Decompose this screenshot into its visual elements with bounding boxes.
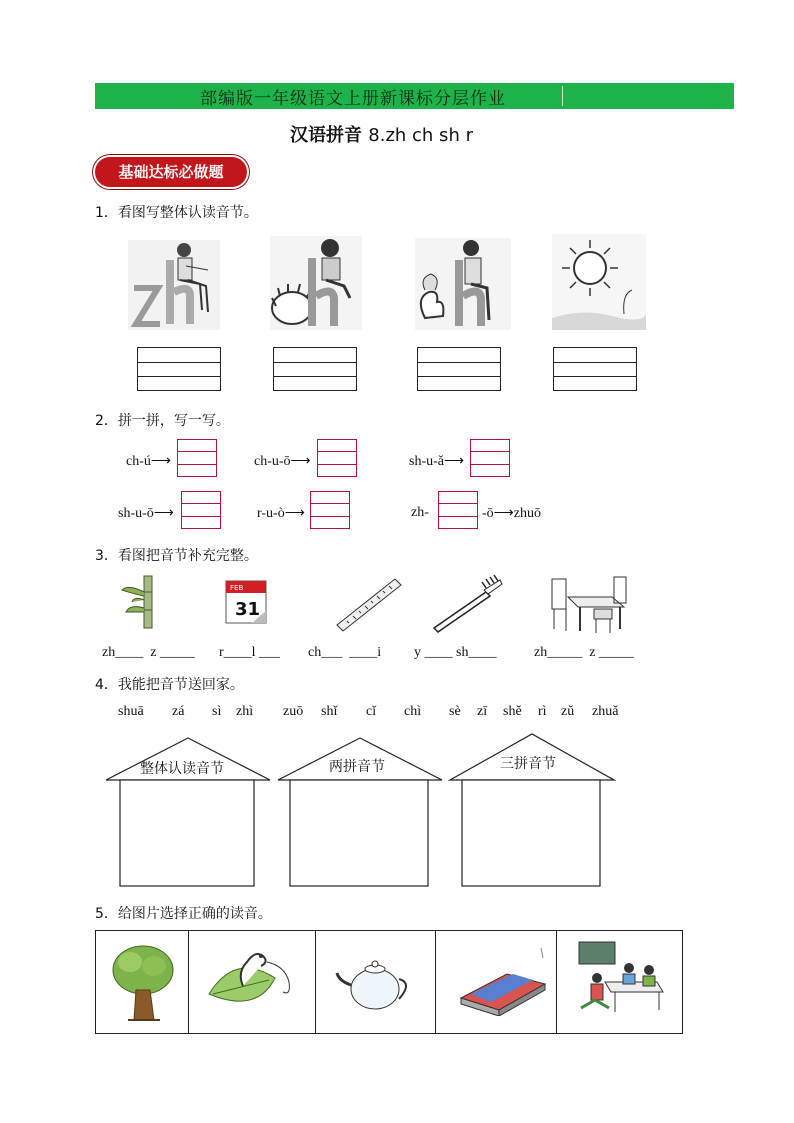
calendar-picture [222, 575, 272, 627]
house-1-dropzone[interactable] [121, 782, 253, 886]
sun-picture [552, 234, 646, 330]
banner-title: 部编版一年级语文上册新课标分层作业 [200, 89, 506, 109]
question-4-label: 4．我能把音节送回家。 [95, 677, 244, 693]
svg-text:31: 31 [235, 599, 261, 620]
answer-box-1[interactable] [177, 439, 217, 477]
syllable-7[interactable]: cǐ [366, 704, 377, 719]
lesson-title-cn: 汉语拼音 [290, 125, 362, 146]
answer-box-6[interactable] [438, 491, 478, 529]
answer-box-5[interactable] [310, 491, 350, 529]
fill-blank-1[interactable]: zh____ z _____ [102, 645, 195, 660]
classroom-picture [575, 938, 669, 1018]
writing-lines-3[interactable] [417, 347, 501, 391]
svg-text:FEB: FEB [230, 584, 244, 592]
house-2-label: 两拼音节 [329, 759, 385, 775]
house-3-label: 三拼音节 [500, 756, 556, 772]
zh-knitting-picture [128, 240, 220, 330]
fill-blank-4[interactable]: y ____ sh____ [414, 645, 497, 660]
syllable-2[interactable]: zá [172, 704, 185, 719]
question-2-label: 2．拼一拼，写一写。 [95, 413, 230, 429]
question-5-label: 5．给图片选择正确的读音。 [95, 906, 272, 922]
syllable-12[interactable]: rì [538, 704, 547, 719]
spell-item-3: sh-u-ǎ⟶ [409, 454, 465, 469]
writing-lines-2[interactable] [273, 347, 357, 391]
syllable-4[interactable]: zhì [236, 704, 254, 719]
fill-blank-5[interactable]: zh_____ z _____ [534, 645, 634, 660]
spell-item-2: ch-u-ō⟶ [254, 454, 311, 469]
lesson-title-latin: 8.zh ch sh r [368, 125, 473, 146]
caterpillar-leaf-picture [205, 942, 301, 1020]
fill-blank-2[interactable]: r____l ___ [219, 645, 281, 660]
writing-lines-4[interactable] [553, 347, 637, 391]
spell-item-1: ch-ú⟶ [126, 454, 171, 469]
house-2-dropzone[interactable] [291, 782, 427, 886]
eraser-book-picture [457, 944, 549, 1016]
tree-picture [110, 940, 176, 1024]
spell-prefix-zh: zh- [411, 505, 429, 520]
banner-divider [562, 86, 563, 106]
syllable-9[interactable]: sè [449, 704, 461, 719]
question-3-label: 3．看图把音节补充完整。 [95, 548, 258, 564]
answer-box-3[interactable] [470, 439, 510, 477]
question-1-label: 1．看图写整体认读音节。 [95, 205, 258, 221]
sh-squirrel-picture [415, 238, 511, 330]
ch-hedgehog-picture [270, 236, 362, 330]
syllable-1[interactable]: shuā [118, 704, 144, 719]
bamboo-picture [118, 574, 174, 630]
syllable-3[interactable]: sì [212, 704, 222, 719]
syllable-14[interactable]: zhuǎ [592, 704, 619, 719]
house-3-dropzone[interactable] [463, 782, 599, 886]
ruler-picture [333, 575, 403, 633]
syllable-13[interactable]: zǔ [561, 704, 575, 719]
syllable-6[interactable]: shǐ [321, 704, 338, 719]
toothbrush-picture [430, 572, 504, 634]
teapot-picture [333, 955, 415, 1015]
fill-blank-3[interactable]: ch___ ____i [308, 645, 382, 660]
syllable-10[interactable]: zī [477, 704, 488, 719]
answer-box-2[interactable] [317, 439, 357, 477]
table-chairs-picture [550, 573, 630, 635]
spell-item-4: sh-u-ō⟶ [118, 506, 174, 521]
section-badge: 基础达标必做题 [95, 157, 247, 187]
spell-suffix-zhuo: -ō⟶zhuō [482, 506, 541, 521]
syllable-8[interactable]: chì [404, 704, 422, 719]
spell-item-5: r-u-ò⟶ [257, 506, 305, 521]
house-1-label: 整体认读音节 [140, 761, 224, 777]
lesson-title [290, 121, 473, 147]
syllable-5[interactable]: zuō [283, 704, 304, 719]
syllable-11[interactable]: shě [503, 704, 522, 719]
answer-box-4[interactable] [181, 491, 221, 529]
writing-lines-1[interactable] [137, 347, 221, 391]
